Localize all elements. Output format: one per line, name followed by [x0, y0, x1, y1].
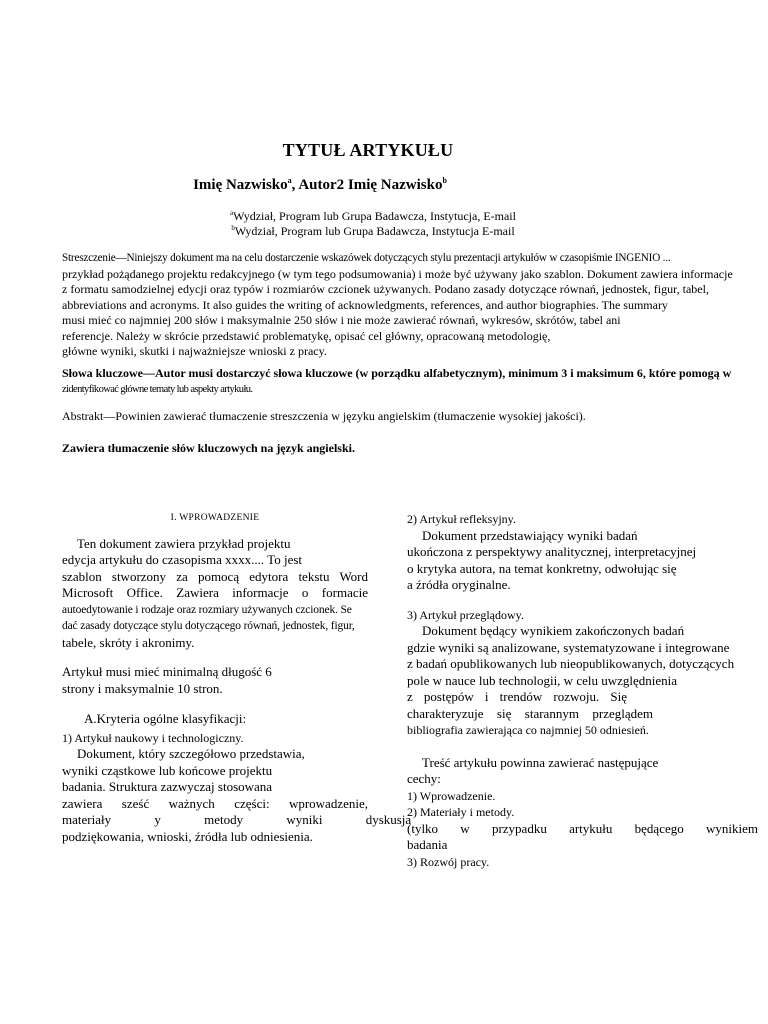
affiliation-b-mark: b [231, 224, 235, 232]
item-2-line: o krytyka autora, na temat konkretny, odwołując się [407, 560, 677, 576]
affiliation-b [0, 224, 746, 239]
feature-item: 3) Rozwój pracy. [407, 854, 490, 869]
keywords-pl-line: Słowa kluczowe—Autor musi dostarczyć słowa kluczowe (w porządku alfabetycznym), minimum 3 i maksimum 6, które pomogą w [62, 366, 732, 380]
abstract-pl-line: musi mieć co najmniej 200 słów i maksymalnie 250 słów i nie może zawierać równań, wykresów, skrótów, tabel ani [62, 313, 621, 327]
author-1-name: Imię Nazwisko [193, 177, 288, 193]
author-2-affiliation-mark: b [442, 176, 447, 185]
abstract-en [62, 409, 768, 425]
item-2-heading: 2) Artykuł refleksyjny. [407, 512, 516, 526]
intro-line: dać zasady dotyczące stylu dotyczącego równań, jednostek, figur, [62, 620, 355, 632]
item-1-line: materiały y metody wyniki dyskusja [62, 812, 412, 827]
item-3-line: bibliografia zawierająca co najmniej 50 odniesień. [407, 723, 649, 737]
right-column [407, 511, 758, 870]
intro-line: autoedytowanie i rodzaje oraz rozmiary używanych czcionek. Se [62, 603, 352, 616]
affiliation-a-text: Wydział, Program lub Grupa Badawcza, Instytucja, E-mail [233, 209, 516, 223]
content-intro-line: Treść artykułu powinna zawierać następujące [422, 754, 659, 770]
keywords-pl [62, 366, 768, 397]
intro-line: edycja artykułu do czasopisma xxxx.... To jest [62, 552, 303, 567]
criteria-heading: A.Kryteria ogólne klasyfikacji: [84, 711, 247, 726]
intro-line: Microsoft Office. Zawiera informacje o formacie [62, 585, 368, 600]
item-3-heading: 3) Artykuł przeglądowy. [407, 607, 524, 622]
abstract-pl-line: z formatu samodzielnej edycji oraz typów i rozmiarów czcionek używanych. Podano zasady dotyczące równań, jednostek, figur, tabel, [62, 282, 709, 296]
item-2-line: a źródła oryginalne. [407, 577, 511, 592]
length-line: strony i maksymalnie 10 stron. [62, 680, 223, 696]
feature-item: badania [407, 837, 448, 852]
item-3-line: Dokument będący wynikiem zakończonych badań [422, 623, 685, 638]
content-intro-line: cechy: [407, 771, 441, 786]
item-3-line: z badań opublikowanych lub nieopublikowanych, dotyczących [407, 656, 735, 671]
feature-item: (tylko w przypadku artykułu będącego wynikiem [407, 820, 758, 836]
left-column [62, 510, 412, 845]
paper-title: TYTUŁ ARTYKUŁU [282, 140, 454, 160]
section-heading-introduction: I. WPROWADZENIE [170, 513, 260, 523]
item-1-line: wyniki cząstkowe lub końcowe projektu [62, 762, 273, 778]
abstract-pl-line: główne wyniki, skutki i najważniejsze wnioski z pracy. [62, 344, 327, 358]
item-1-line: badania. Struktura zazwyczaj stosowana [62, 779, 273, 794]
intro-line: tabele, skróty i akronimy. [62, 634, 195, 650]
author-2-name: , Autor2 Imię Nazwisko [291, 177, 443, 193]
item-2-line: ukończona z perspektywy analitycznej, interpretacyjnej [407, 544, 697, 559]
length-line: Artykuł musi mieć minimalną długość 6 [62, 664, 272, 679]
abstract-en-line: Abstrakt—Powinien zawierać tłumaczenie streszczenia w języku angielskim (tłumaczenie wysokiej jakości). [62, 409, 586, 423]
item-3-line: pole w nauce lub technologii, w celu uwzględnienia [407, 672, 678, 688]
intro-line: szablon stworzony za pomocą edytora tekstu Word [62, 568, 368, 584]
item-1-line: zawiera sześć ważnych części: wprowadzenie, [62, 795, 368, 811]
author-line [0, 176, 640, 194]
affiliation-b-text: Wydział, Program lub Grupa Badawcza, Instytucja E-mail [234, 224, 515, 238]
keywords-pl-line: zidentyfikować główne tematy lub aspekty artykułu. [62, 383, 253, 395]
feature-item: 1) Wprowadzenie. [407, 788, 496, 803]
keywords-en-line: Zawiera tłumaczenie słów kluczowych na język angielski. [62, 441, 355, 455]
item-3-line: z postępów i trendów rozwoju. Się [407, 689, 627, 704]
item-1-heading: 1) Artykuł naukowy i technologiczny. [62, 730, 244, 745]
affiliation-a-mark: a [230, 209, 234, 217]
feature-item: 2) Materiały i metody. [407, 805, 515, 819]
item-1-line: Dokument, który szczegółowo przedstawia, [77, 746, 305, 761]
abstract-pl-line: Streszczenie—Niniejszy dokument ma na celu dostarczenie wskazówek dotyczących stylu prezentacji artykułów w czasopiśmie INGENIO ... [62, 252, 671, 264]
item-3-line: charakteryzuje się starannym przeglądem [407, 705, 653, 721]
item-2-line: Dokument przedstawiający wyniki badań [422, 527, 638, 543]
abstract-pl [62, 251, 768, 360]
abstract-pl-line: referencje. Należy w skrócie przedstawić problematykę, opisać cel główny, opracowaną metodologię, [62, 328, 551, 343]
intro-line: Ten dokument zawiera przykład projektu [77, 535, 291, 551]
author-1-affiliation-mark: a [287, 176, 292, 185]
item-1-line: podziękowania, wnioski, źródła lub odniesienia. [62, 828, 313, 844]
keywords-en [62, 441, 768, 457]
affiliation-a [0, 209, 746, 224]
abstract-pl-line: abbreviations and acronyms. It also guides the writing of acknowledgments, references, and author biographies. The summary [62, 297, 668, 312]
abstract-pl-line: przykład pożądanego projektu redakcyjnego (w tym tego podsumowania) i może być używany jako szablon. Dokument zawiera informacje [62, 266, 733, 281]
item-3-line: gdzie wyniki są analizowane, systematyzowane i integrowane [407, 639, 730, 655]
